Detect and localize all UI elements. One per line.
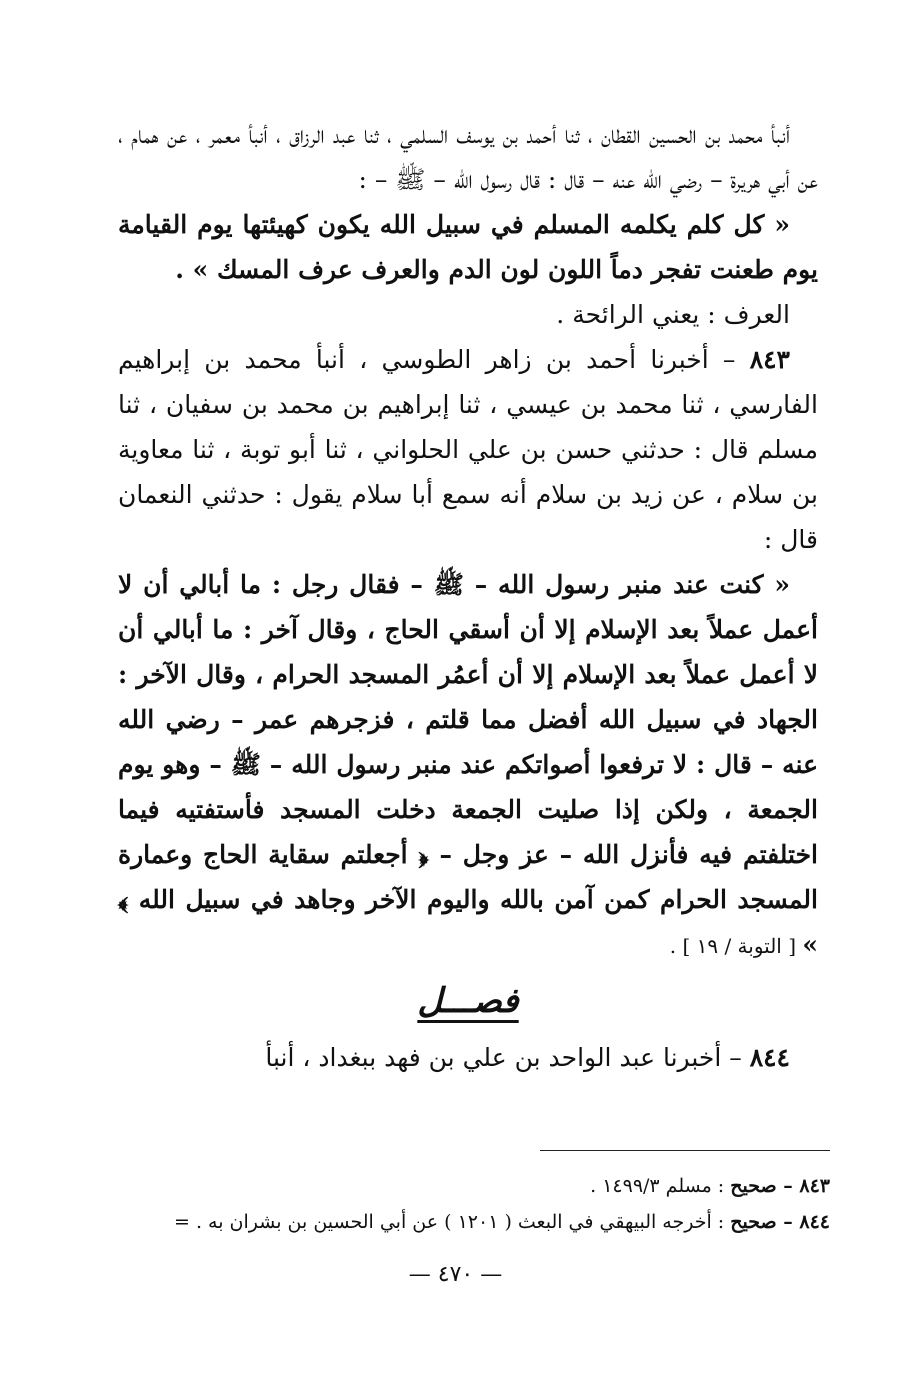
- footnote-grade: – صحيح: [730, 1175, 800, 1197]
- footnotes: [60, 1168, 830, 1240]
- hadith-number-843: ٨٤٣: [749, 345, 790, 374]
- quran-reference: [ التوبة / ١٩ ] .: [669, 934, 803, 958]
- main-text: [118, 112, 818, 1080]
- footnote-844: [60, 1204, 830, 1240]
- footnote-number: ٨٤٣: [799, 1175, 830, 1197]
- footnote-separator: [540, 1150, 830, 1151]
- footnote-text: : أخرجه البيهقي في البعث ( ١٢٠١ ) عن أبي الحسين بن بشران به . =: [173, 1211, 731, 1233]
- isnad-paragraph-844: [118, 1035, 818, 1080]
- page-number: — ٤٧٠ —: [408, 1262, 503, 1287]
- hadith-number-844: ٨٤٤: [749, 1043, 790, 1072]
- footnote-number: ٨٤٤: [799, 1211, 830, 1233]
- hadith-matn-843: « كنت عند منبر رسول الله – ﷺ – فقال رجل : ما أبالي أن لا أعمل عملاً بعد الإسلام إلا أن أسقي الحاج ، وقال آخر : ما أبالي أن لا أعمل عملاً بعد الإسلام إلا أن أعمُر المسجد الحرام ، وقال الآخر : الجهاد في سبيل الله أفضل مما قلتم ، فزجرهم عمر – رضي الله عنه – قال : لا ترفعوا أصواتكم عند منبر رسول الله – ﷺ – وهو يوم الجمعة ، ولكن إذا صليت الجمعة دخلت المسجد فأستفتيه فيما اختلفتم فيه فأنزل الله – عز وجل – ﴿ أجعلتم سقاية الحاج وعمارة المسجد الحرام كمن آمن بالله واليوم الآخر وجاهد في سبيل الله ﴾ »: [118, 570, 818, 959]
- isnad-paragraph-843: [118, 337, 818, 562]
- footnote-grade: – صحيح: [730, 1211, 800, 1233]
- isnad-text-843: – أخبرنا أحمد بن زاهر الطوسي ، أنبأ محمد بن إبراهيم الفارسي ، ثنا محمد بن عيسي ، ثنا إبراهيم بن محمد بن سفيان ، ثنا مسلم قال : حدثني حسن بن علي الحلواني ، ثنا أبو توبة ، ثنا معاوية بن سلام ، عن زيد بن سلام أنه سمع أبا سلام يقول : حدثني النعمان قال :: [118, 345, 818, 554]
- footnote-843: [60, 1168, 830, 1204]
- footnote-text: : مسلم ١٤٩٩/٣ .: [590, 1175, 731, 1197]
- gloss-paragraph: العرف : يعني الرائحة .: [556, 300, 790, 329]
- isnad-text-844: – أخبرنا عبد الواحد بن علي بن فهد ببغداد ، أنبأ: [265, 1043, 750, 1072]
- hadith-text-842: « كل كلم يكلمه المسلم في سبيل الله يكون كهيئتها يوم القيامة يوم طعنت تفجر دماً اللون لون الدم والعرف عرف المسك » .: [118, 210, 818, 284]
- hadith-text-843: [118, 562, 818, 969]
- isnad-paragraph-1: أنبأ محمد بن الحسين القطان ، ثنا أحمد بن يوسف السلمي ، ثنا عبد الرزاق ، أنبأ معمر ، عن همام ، عن أبي هريرة – رضي الله عنه – قال : قال رسول الله – ﷺ – :: [118, 120, 818, 194]
- section-heading: فصـــل: [417, 981, 519, 1021]
